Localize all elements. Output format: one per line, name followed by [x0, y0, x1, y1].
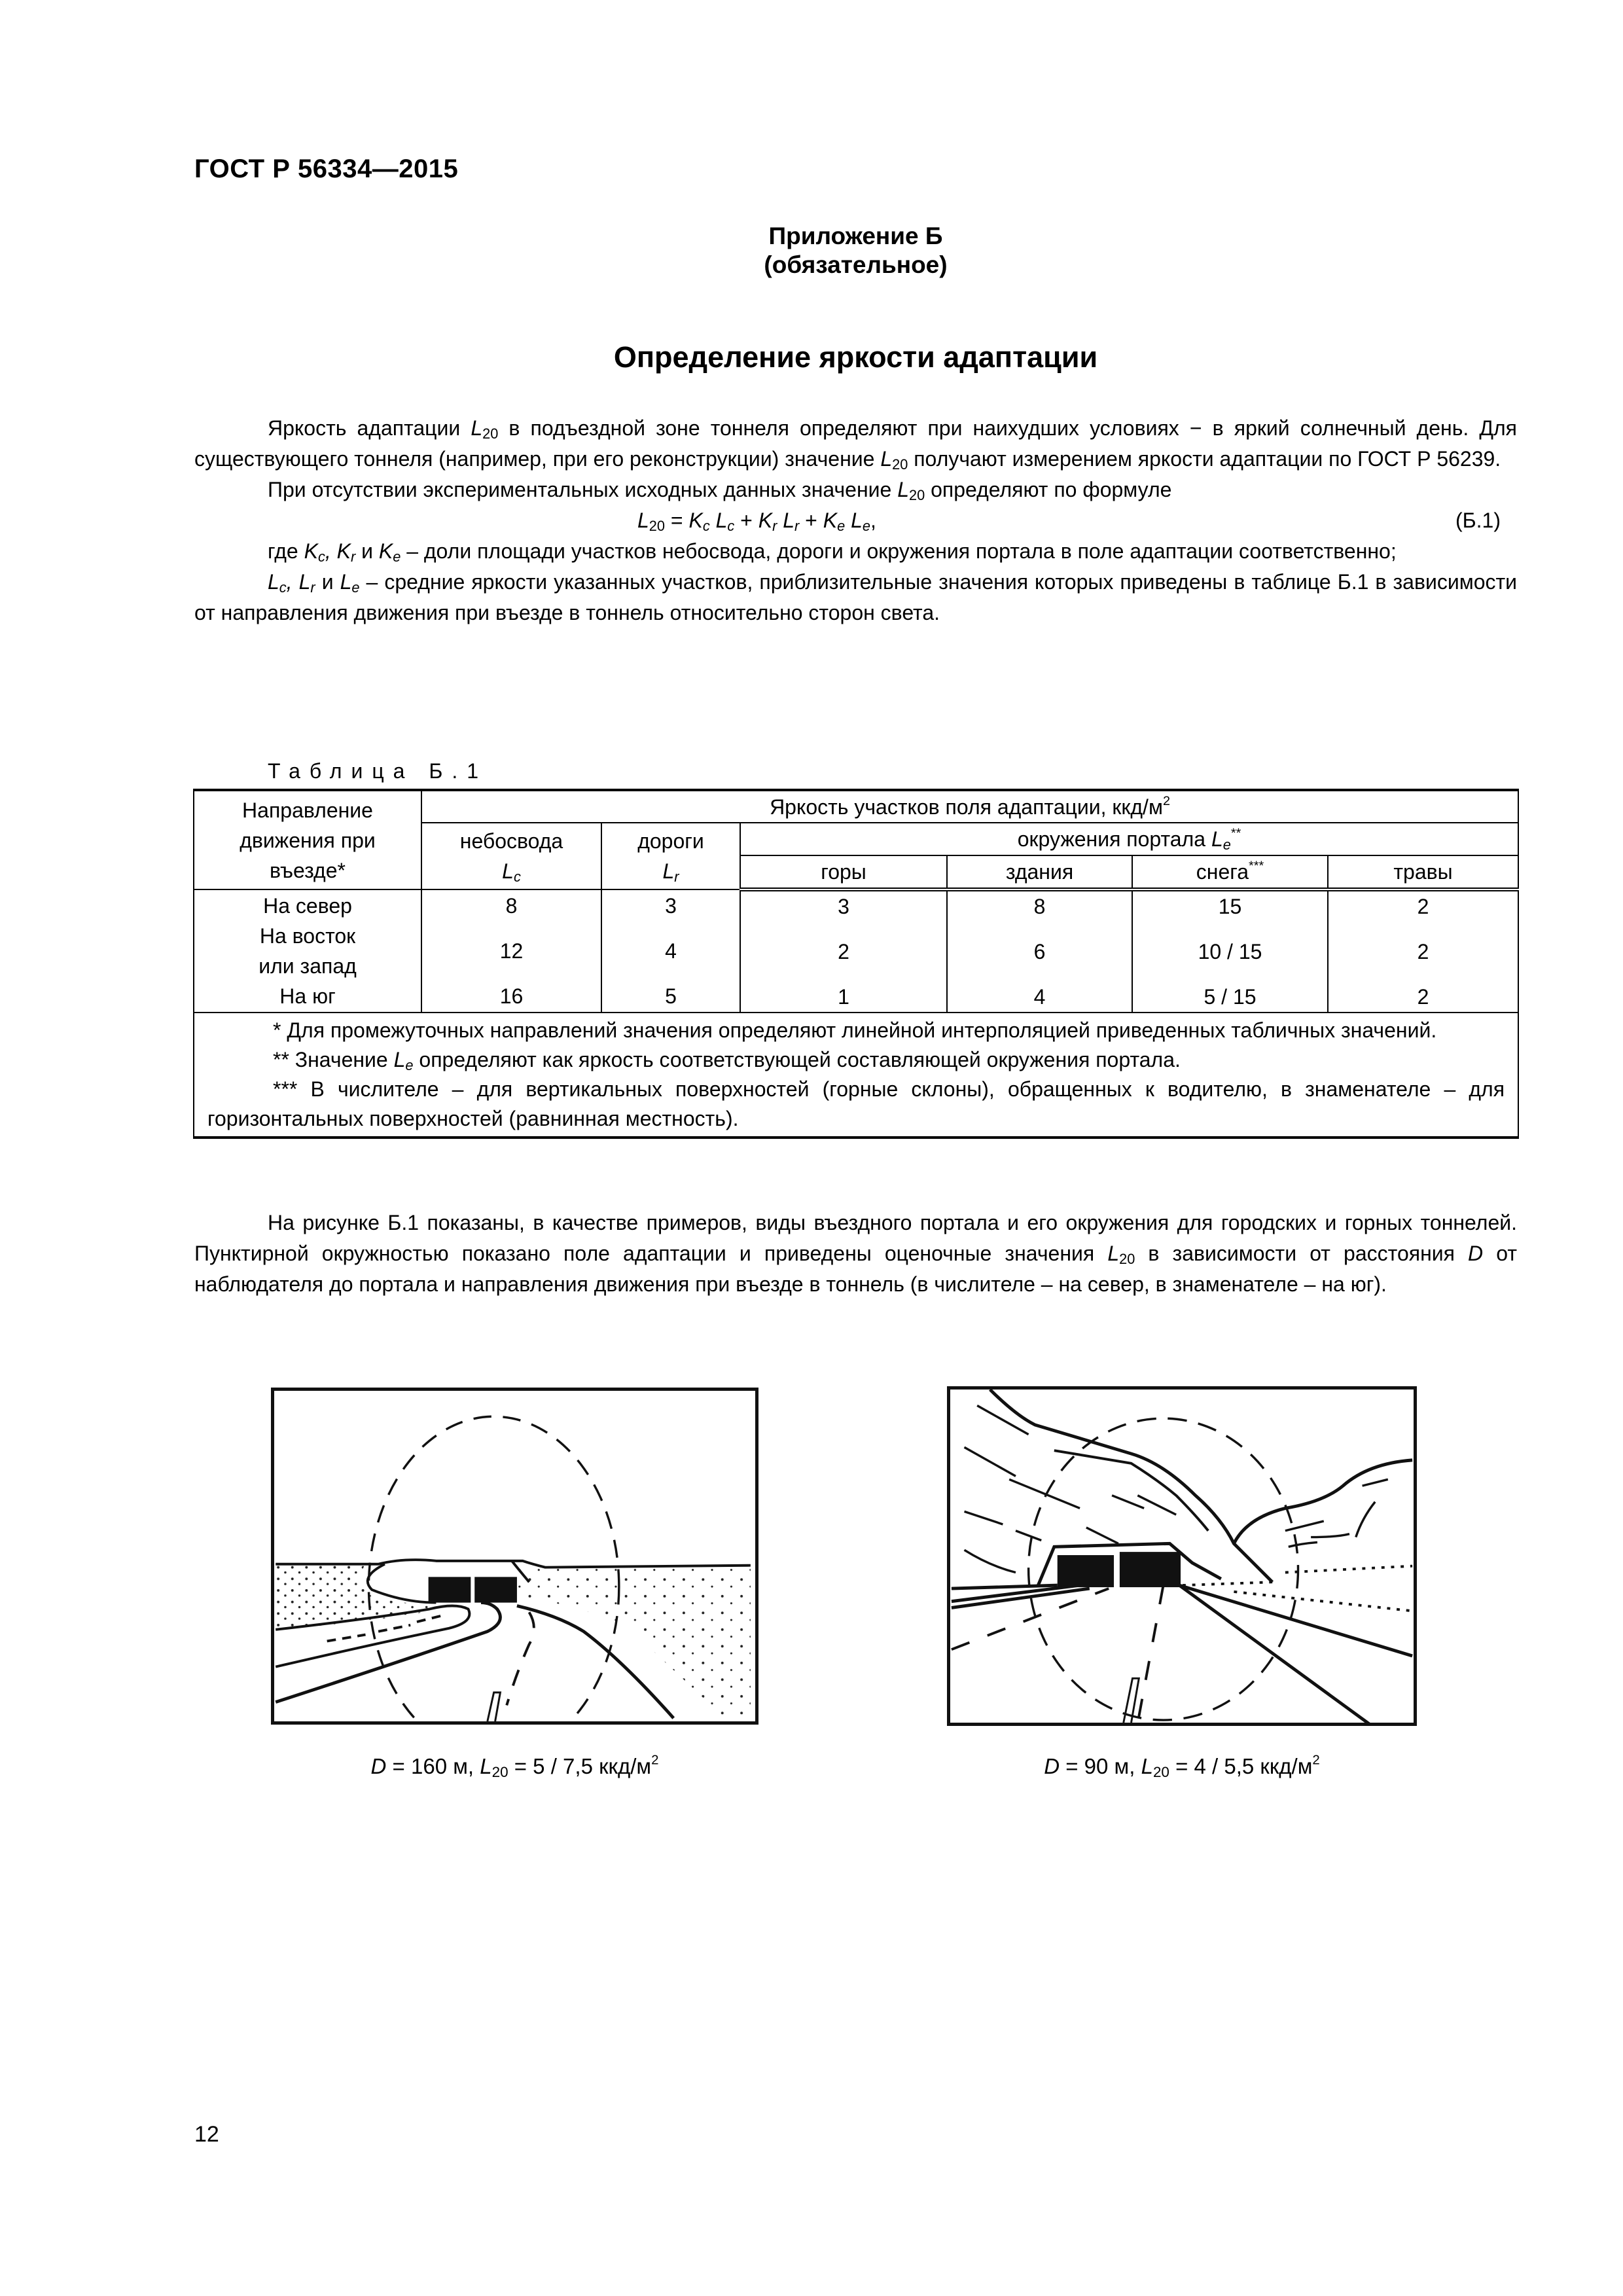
body-text-2 [194, 1208, 1517, 1300]
section-title: Определение яркости адаптации [613, 340, 1098, 374]
cell: 2 [1417, 985, 1429, 1009]
header-line: движения при [240, 828, 376, 852]
subscript: 20 [482, 425, 499, 442]
header-line: дороги [637, 829, 704, 853]
header-line: небосвода [459, 829, 563, 853]
text: Яркость адаптации [268, 416, 471, 440]
paragraph-5: На рисунке Б.1 показаны, в качестве примеров, виды въездного портала и его окружения для городских и горных тоннелей. Пунктирной окружностью показано поле адаптации и приведены оценочные значения $L_{20}$ в зависимости от расстояния D от наблюдателя до портала и направления движения при въезде в тоннель (в числителе – на север, в знаменателе – на юг). [194, 1211, 1518, 1296]
header-mountains: горы [740, 855, 947, 889]
paragraph-4: $L_c$, $L_r$ и $L_e$ – средние яркости указанных участков, приблизительные значения которых приведены в таблице Б.1 в зависимости от направления движения при въезде в тоннель относительно сторон света. [194, 570, 1518, 624]
cell: 2 [1417, 895, 1429, 918]
text: в подъездной зоне тоннеля определяют при наихудших условиях − в яркий солнечный день. Для существующего тоннеля (например, при его реконструкции) значение [194, 416, 1518, 471]
cell: 8 [505, 894, 518, 918]
header-portal-group: окружения портала $L_e^{**}$ [740, 823, 1518, 855]
page-number: 12 [194, 2122, 219, 2147]
table-caption: Таблица Б.1 [268, 759, 488, 783]
paragraph-3: где $K_c$, $K_r$ и $K_e$ – доли площади участков небосвода, дороги и окружения портала в поле адаптации соответственно; [268, 539, 1397, 565]
cell: 12 [499, 939, 524, 963]
text: определяют по формуле [925, 478, 1172, 501]
cell: 3 [665, 894, 677, 918]
cell: 8 [1033, 895, 1046, 918]
cell: 3 [838, 895, 849, 918]
symbol-L: L [897, 478, 909, 501]
cell: 16 [499, 984, 524, 1008]
symbol-L: L [471, 416, 483, 440]
formula-b1 [194, 505, 1517, 536]
formula-expression: $L_{20} = K_c$ $L_c + K_r$ $L_r + K_e$ $L_e$, [637, 509, 876, 534]
document-code: ГОСТ Р 56334—2015 [194, 154, 459, 183]
cell: 2 [838, 940, 849, 963]
annex-title: Приложение Б [768, 223, 943, 249]
brightness-table [193, 789, 1519, 1139]
cell: 10 / 15 [1198, 940, 1262, 963]
text: получают измерением яркости адаптации по ГОСТ Р 56239. [908, 447, 1501, 471]
header-line: Направление [242, 798, 373, 822]
paragraph-2 [194, 475, 1517, 505]
text: – средние яркости указанных участков, приблизительные значения которых приведены в таблице Б.1 в зависимости от направления движения при въезде в тоннель относительно сторон света. [194, 570, 1518, 624]
col-snow [1132, 889, 1328, 1013]
col-mountains [740, 889, 947, 1013]
header-sky [421, 823, 601, 889]
figure-caption-1: D = 160 м, $L_{20} = 5 / 7,5$ ккд/$м^2$ [370, 1752, 659, 1780]
text: где [268, 539, 304, 563]
note-3: *** В числителе – для вертикальных поверхностей (горные склоны), обращенных к водителю, в знаменателе – для горизонтальных поверхностей (равнинная местность). [207, 1077, 1505, 1130]
table-notes [194, 1013, 1518, 1138]
cell: 15 [1218, 895, 1242, 918]
col-direction [194, 889, 421, 1013]
col-buildings [947, 889, 1132, 1013]
header-snow: снега*** [1132, 855, 1328, 889]
cell: На юг [279, 984, 336, 1008]
cell: 5 [665, 984, 677, 1008]
symbol-L: L [880, 447, 893, 471]
cell: На север [263, 894, 352, 918]
cell: 6 [1033, 940, 1046, 963]
note-2: ** Значение $L_e$ определяют как яркость соответствующей составляющей окружения портала. [273, 1048, 1181, 1073]
header-grass: травы [1328, 855, 1518, 889]
cell: На восток [259, 924, 356, 948]
header-direction [194, 790, 421, 889]
cell: 2 [1417, 940, 1429, 963]
text: – доли площади участков небосвода, дороги и окружения портала в поле адаптации соответственно; [401, 539, 1397, 563]
cell: 1 [838, 985, 849, 1009]
col-sky [421, 889, 601, 1013]
subscript: 20 [892, 456, 908, 473]
text: При отсутствии экспериментальных исходных данных значение [268, 478, 898, 501]
figure-caption-2: D = 90 м, $L_{20} = 4 / 5,5$ ккд/$м^2$ [1044, 1752, 1320, 1780]
cell: 5 / 15 [1204, 985, 1257, 1009]
urban-tunnel-illustration-icon [274, 1391, 755, 1721]
paragraph-1 [194, 413, 1517, 475]
header-road [601, 823, 740, 889]
formula-number: (Б.1) [1455, 509, 1501, 532]
header-line: въезде* [270, 858, 346, 882]
cell: или запад [259, 954, 357, 978]
figure-urban-tunnel [271, 1388, 758, 1725]
annex-status: (обязательное) [764, 251, 948, 278]
cell: 4 [1033, 985, 1046, 1009]
cell: 4 [665, 939, 677, 963]
subscript: 20 [908, 486, 925, 503]
body-text [194, 413, 1517, 628]
header-buildings: здания [947, 855, 1132, 889]
mountain-tunnel-illustration-icon [950, 1390, 1414, 1723]
col-road [601, 889, 740, 1013]
header-symbol: $L_r$ [662, 859, 679, 885]
col-grass [1328, 889, 1518, 1013]
table-body-rows [194, 889, 1518, 1013]
note-1: * Для промежуточных направлений значения определяют линейной интерполяцией приведенных табличных значений. [273, 1018, 1437, 1042]
header-symbol: $L_c$ [502, 859, 521, 885]
figure-mountain-tunnel [947, 1386, 1417, 1726]
header-brightness-group: Яркость участков поля адаптации, ккд/$м^2$ [421, 790, 1518, 823]
